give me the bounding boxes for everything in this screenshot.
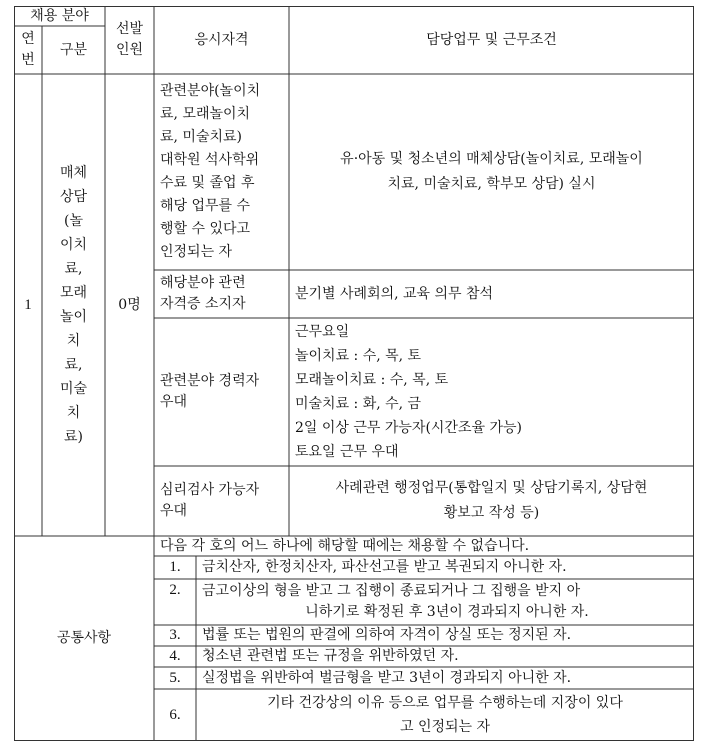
header-seq-line-2: 번	[21, 52, 35, 68]
qualification-4	[154, 466, 289, 536]
duty-3-line: 놀이치료 : 수, 목, 토	[295, 348, 422, 364]
category-line: 상담	[59, 189, 88, 205]
duty-3-line: 토요일 근무 우대	[295, 444, 399, 460]
item-number: 6.	[169, 706, 181, 723]
item-text: 법률 또는 법원의 판결에 의하여 자격이 상실 또는 정지된 자.	[202, 627, 572, 643]
duty-4-line: 황보고 작성 등)	[443, 505, 540, 521]
qualification-1-line: 대학원 석사학위	[160, 152, 260, 168]
qualification-3-line: 우대	[160, 394, 188, 410]
item-text	[196, 689, 694, 741]
qualification-2-line: 자격증 소지자	[160, 296, 246, 312]
qualification-1-line: 료, 모래놀이치	[160, 106, 251, 122]
item-number: 2.	[169, 582, 181, 598]
duty-1-line: 유·아동 및 청소년의 매체상담(놀이치료, 모래놀이	[340, 151, 643, 167]
qualification-1-line: 료, 미술치료)	[160, 129, 242, 145]
category-line: 모래	[59, 285, 88, 301]
header-duties: 담당업무 및 근무조건	[426, 31, 557, 48]
item-text: 실정법을 위반하여 벌금형을 받고 3년이 경과되지 아니한 자.	[202, 669, 572, 686]
duty-1-line: 치료, 미술치료, 학부모 상담) 실시	[387, 176, 596, 192]
duty-4-line: 사례관련 행정업무(통합일지 및 상담기록지, 상담현	[335, 480, 648, 496]
category-line: 료,	[64, 261, 83, 277]
qualification-1-line: 인정되는 자	[160, 244, 233, 260]
item-text-line: 기타 건강상의 이유 등으로 업무를 수행하는데 지장이 있다	[267, 695, 623, 711]
item-text: 금치산자, 한정치산자, 파산선고를 받고 복권되지 아니한 자.	[202, 559, 567, 575]
qualification-2-line: 해당분야 관련	[160, 275, 246, 291]
qualification-4-line: 심리검사 가능자	[160, 482, 260, 498]
qualification-2	[154, 270, 289, 318]
qualification-3-line: 관련분야 경력자	[160, 373, 260, 389]
row-number: 1	[24, 296, 32, 313]
header-positions	[105, 6, 154, 74]
category-line: 치	[66, 333, 81, 349]
header-qualification: 응시자격	[194, 31, 249, 48]
item-text	[196, 579, 694, 625]
item-text-line: 고 인정되는 자	[399, 719, 491, 735]
item-text-line: 금고이상의 형을 받고 그 집행이 종료되거나 그 집행을 받지 아	[202, 583, 581, 599]
qualification-3	[154, 318, 289, 466]
duty-3-line: 미술치료 : 화, 수, 금	[295, 396, 422, 412]
common-intro: 다음 각 호의 어느 하나에 해당할 때에는 채용할 수 없습니다.	[160, 537, 530, 554]
item-text: 청소년 관련법 또는 규정을 위반하였던 자.	[202, 648, 459, 664]
common-label: 공통사항	[56, 630, 112, 646]
item-number: 1.	[169, 559, 181, 575]
item-number: 5.	[169, 669, 181, 686]
duty-3-line: 근무요일	[295, 324, 350, 340]
header-positions-line-1: 선발	[115, 21, 144, 37]
qualification-1-line: 행할 수 있다고	[160, 221, 251, 237]
header-category: 구분	[59, 41, 88, 58]
category-line: (놀	[64, 213, 83, 229]
duty-1	[289, 74, 694, 270]
category-line: 치	[66, 405, 81, 421]
header-seq-line-1: 연	[21, 31, 35, 47]
recruitment-table	[14, 6, 694, 741]
item-text-line: 니하기로 확정된 후 3년이 경과되지 아니한 자.	[305, 604, 589, 620]
duty-4	[289, 466, 694, 536]
duty-3	[289, 318, 694, 466]
header-seq	[14, 26, 42, 74]
qualification-1	[154, 74, 289, 270]
duty-3-line: 2일 이상 근무 가능자(시간조율 가능)	[295, 420, 522, 436]
item-number: 3.	[169, 627, 181, 643]
category-line: 료)	[64, 429, 83, 445]
category-line: 미술	[59, 381, 88, 397]
category-line: 이치	[59, 237, 88, 253]
position-count: 0명	[118, 296, 141, 313]
qualification-1-line: 관련분야(놀이치	[160, 83, 261, 99]
item-number: 4.	[169, 648, 181, 664]
category-line: 료,	[64, 357, 83, 373]
qualification-1-line: 해당 업무를 수	[160, 198, 251, 214]
category-cell	[42, 74, 105, 536]
qualification-1-line: 수료 및 졸업 후	[160, 175, 255, 191]
header-recruit-field: 채용 분야	[30, 7, 89, 24]
duty-3-line: 모래놀이치료 : 수, 목, 토	[295, 372, 449, 388]
qualification-4-line: 우대	[160, 503, 188, 519]
category-line: 놀이	[59, 309, 88, 325]
duty-2: 분기별 사례회의, 교육 의무 참석	[295, 285, 494, 302]
category-line: 매체	[59, 165, 88, 181]
header-positions-line-2: 인원	[115, 42, 144, 58]
